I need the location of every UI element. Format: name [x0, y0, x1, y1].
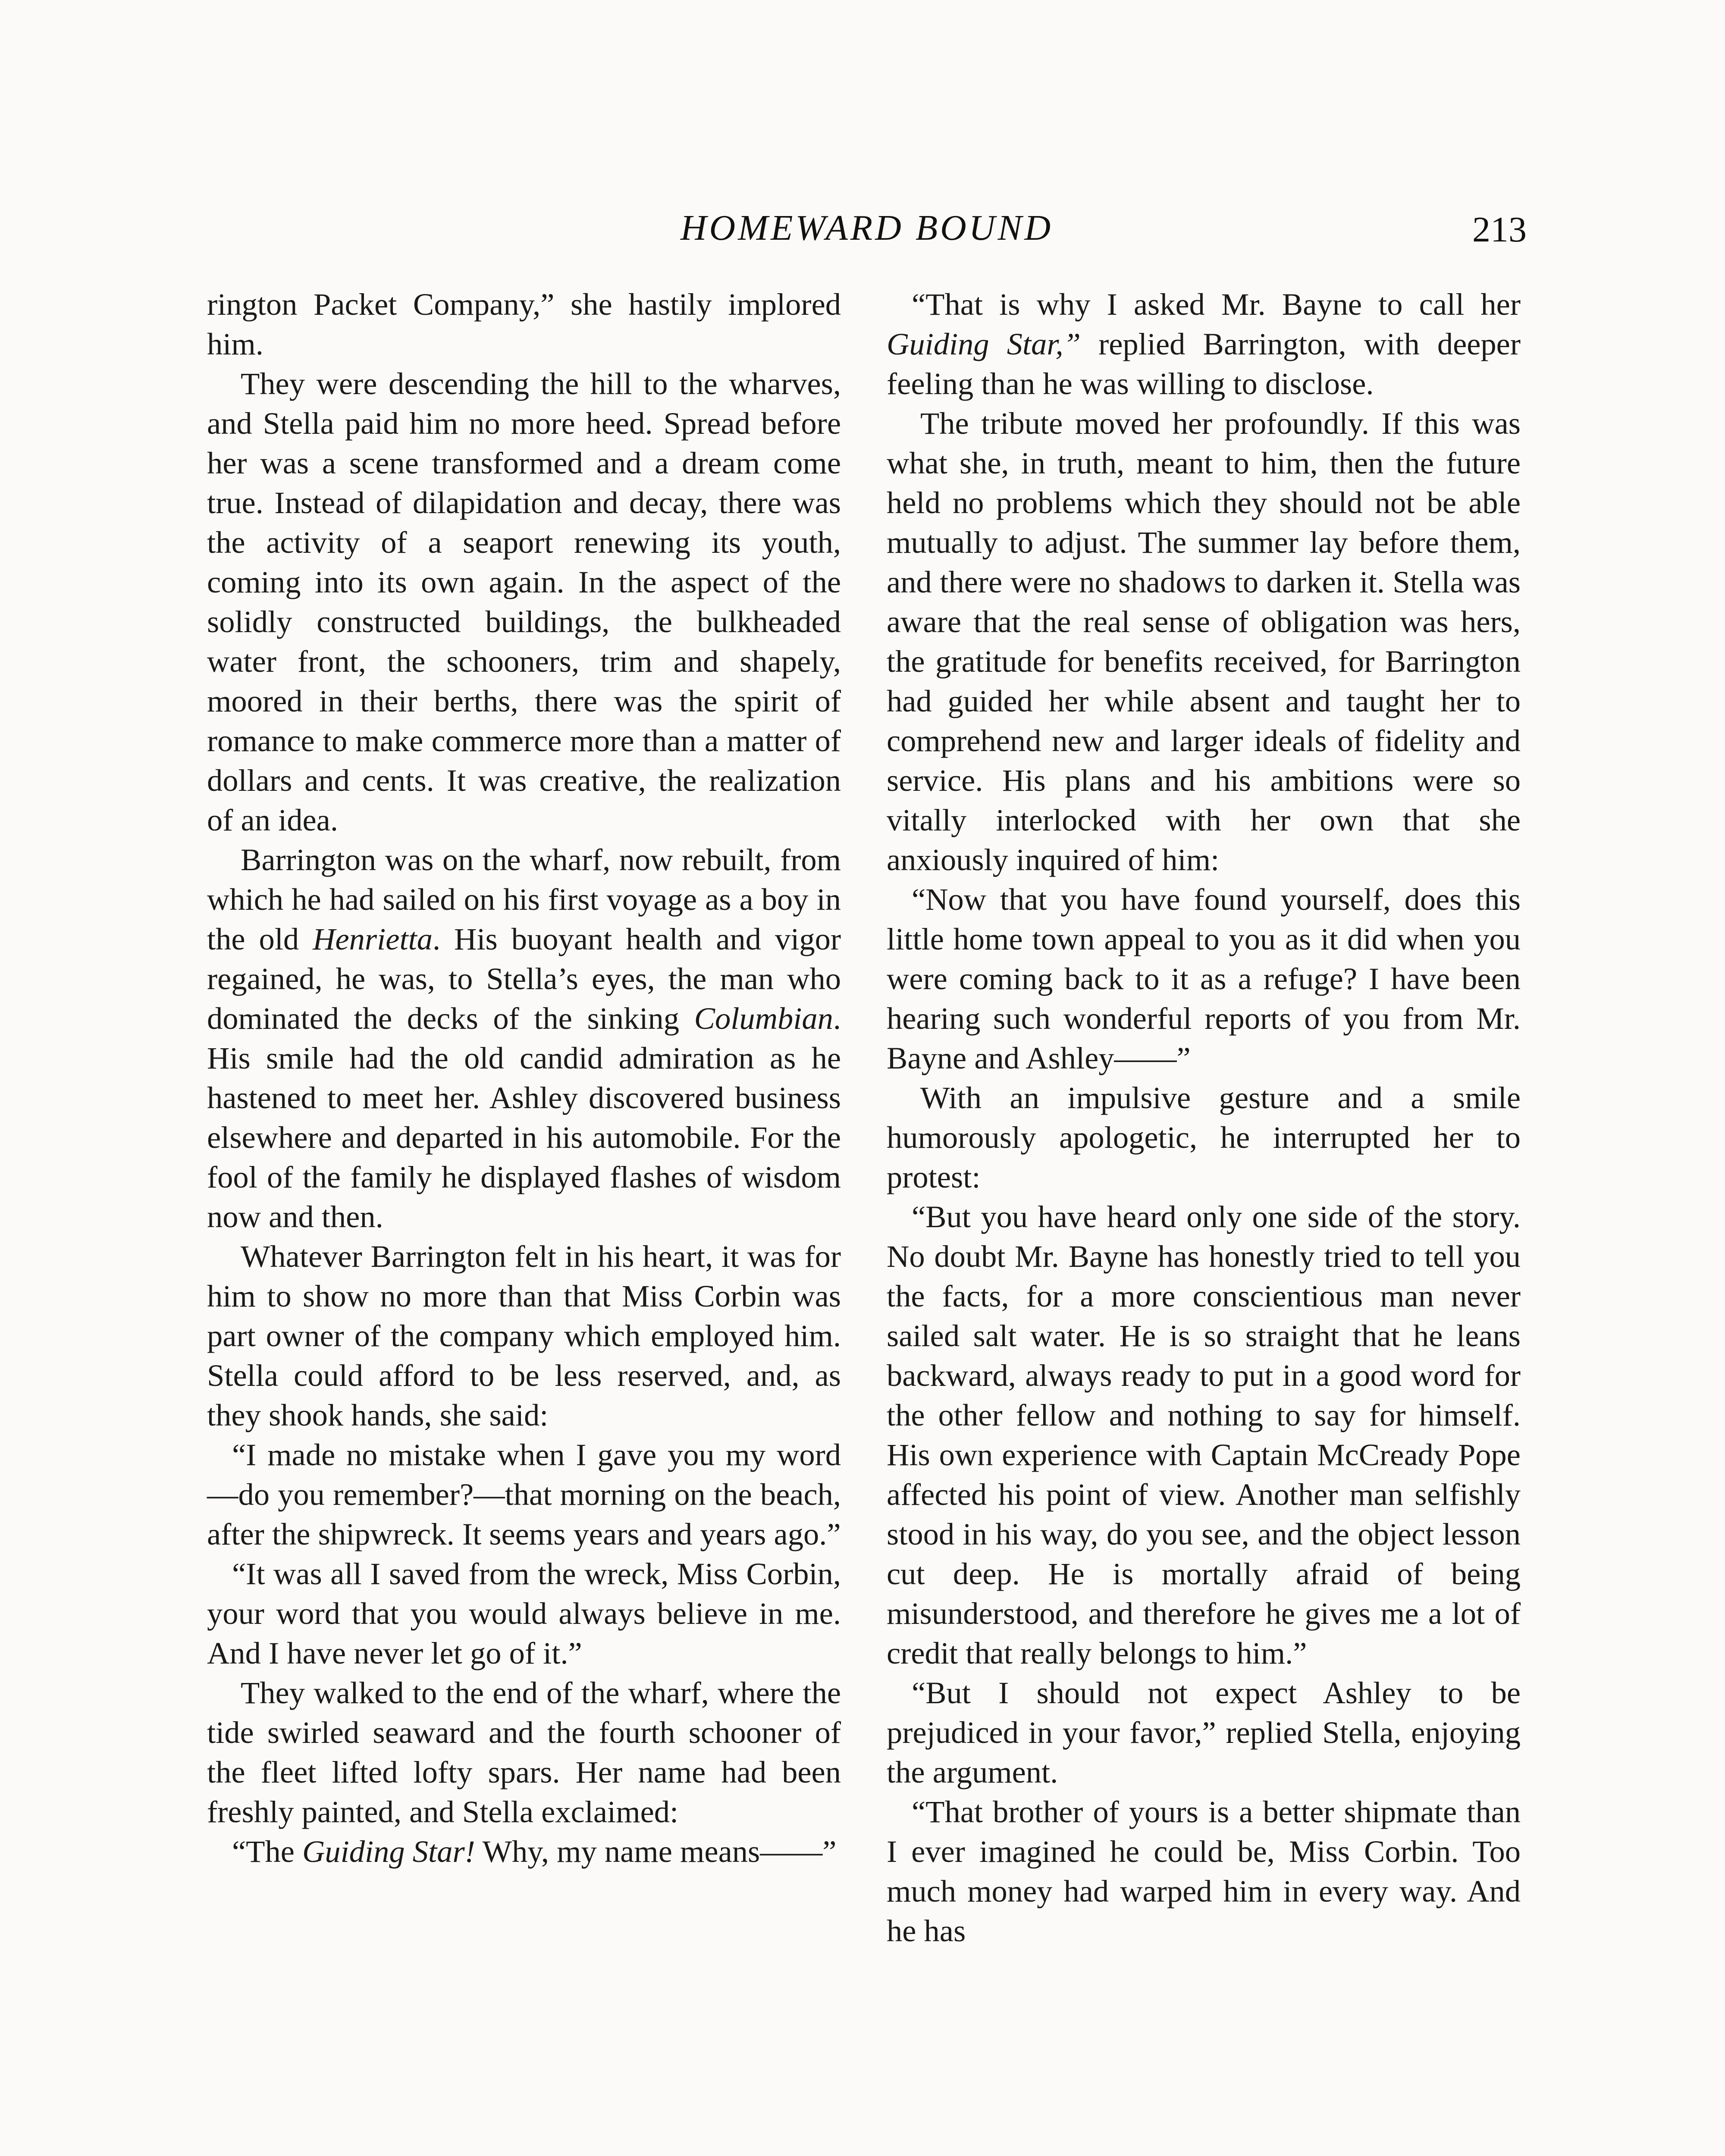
running-title: HOMEWARD BOUND — [680, 208, 1054, 248]
paragraph: They were descending the hill to the wharves, and Stella paid him no more heed. Spread before her was a scene transformed and a dream come true. Instead of dilapidation and decay, there was the activity of a seaport renewing its youth, coming into its own again. In the aspect of the solidly constructed buildings, the bulkheaded water front, the schooners, trim and shapely, moored in their berths, there was the spirit of romance to make commerce more than a matter of dollars and cents. It was creative, the realization of an idea. — [207, 366, 841, 837]
dialogue-paragraph: “It was all I saved from the wreck, Miss Corbin, your word that you would always believe in me. And I have never let go of it.” — [207, 1556, 841, 1670]
dialogue-paragraph: “I made no mistake when I gave you my word—do you remember?—that morning on the beach, after the shipwreck. It seems years and years ago.” — [207, 1437, 841, 1551]
dialogue-paragraph: “Now that you have found yourself, does this little home town appeal to you as it did when you were coming back to it as a refuge? I have been hearing such wonderful reports of you from Mr. Bayne and Ashley——” — [887, 882, 1521, 1075]
paragraph: The tribute moved her profoundly. If this was what she, in truth, meant to him, then the future held no problems which they should not be able mutually to adjust. The summer lay before them, and there were no shadows to darken it. Stella was aware that the real sense of obligation was hers, the gratitude for benefits received, for Barrington had guided her while absent and taught her to comprehend new and larger ideals of fidelity and service. His plans and his ambitions were so vitally interlocked with her own that she anxiously inquired of him: — [887, 406, 1521, 877]
ship-name: Guiding Star,” — [887, 326, 1081, 361]
dialogue-paragraph: “But you have heard only one side of the story. No doubt Mr. Bayne has honestly tried to tell you the facts, for a more conscientious man never sailed salt water. He is so straight that he leans backward, always ready to put in a good word for the other fellow and nothing to say for himself. His own experience with Captain McCready Pope affected his point of view. Another man selfishly stood in his way, do you see, and the object lesson cut deep. He is mortally afraid of being misunderstood, and therefore he gives me a lot of credit that really belongs to him.” — [887, 1199, 1521, 1670]
paragraph: Barrington was on the wharf, now rebuilt, from which he had sailed on his first voyage as a boy in the old Henrietta. His buoyant health and vigor regained, he was, to Stella’s eyes, the man who dominated the decks of the sinking Columbian. His smile had the old candid admiration as he hastened to meet her. Ashley discovered business elsewhere and departed in his automobile. For the fool of the family he displayed flashes of wisdom now and then. — [207, 842, 841, 1234]
page-number: 213 — [1472, 210, 1527, 250]
left-column — [207, 285, 841, 1871]
running-head — [207, 207, 1527, 267]
ship-name: Columbian — [694, 1001, 833, 1036]
paragraph: With an impulsive gesture and a smile humorously apologetic, he interrupted her to protest: — [887, 1080, 1521, 1194]
paragraph: Whatever Barrington felt in his heart, it was for him to show no more than that Miss Corbin was part owner of the company which employed him. Stella could afford to be less reserved, and, as they shook hands, she said: — [207, 1239, 841, 1432]
dialogue-paragraph: “But I should not expect Ashley to be prejudiced in your favor,” replied Stella, enjoying the argument. — [887, 1675, 1521, 1789]
paragraph: They walked to the end of the wharf, where the tide swirled seaward and the fourth schooner of the fleet lifted lofty spars. Her name had been freshly painted, and Stella exclaimed: — [207, 1675, 841, 1829]
dialogue-paragraph: “That brother of yours is a better shipmate than I ever imagined he could be, Miss Corbin. Too much money had warped him in every way. And he has — [887, 1794, 1521, 1948]
paragraph: rington Packet Company,” she hastily implored him. — [207, 287, 841, 361]
dialogue-paragraph: “The Guiding Star! Why, my name means——” — [232, 1834, 837, 1869]
dialogue-paragraph: “That is why I asked Mr. Bayne to call her Guiding Star,” replied Barrington, with deeper feeling than he was willing to disclose. — [887, 287, 1521, 401]
right-column — [887, 285, 1521, 1951]
ship-name: Henrietta — [313, 921, 433, 956]
ship-name: Guiding Star! — [302, 1834, 475, 1869]
